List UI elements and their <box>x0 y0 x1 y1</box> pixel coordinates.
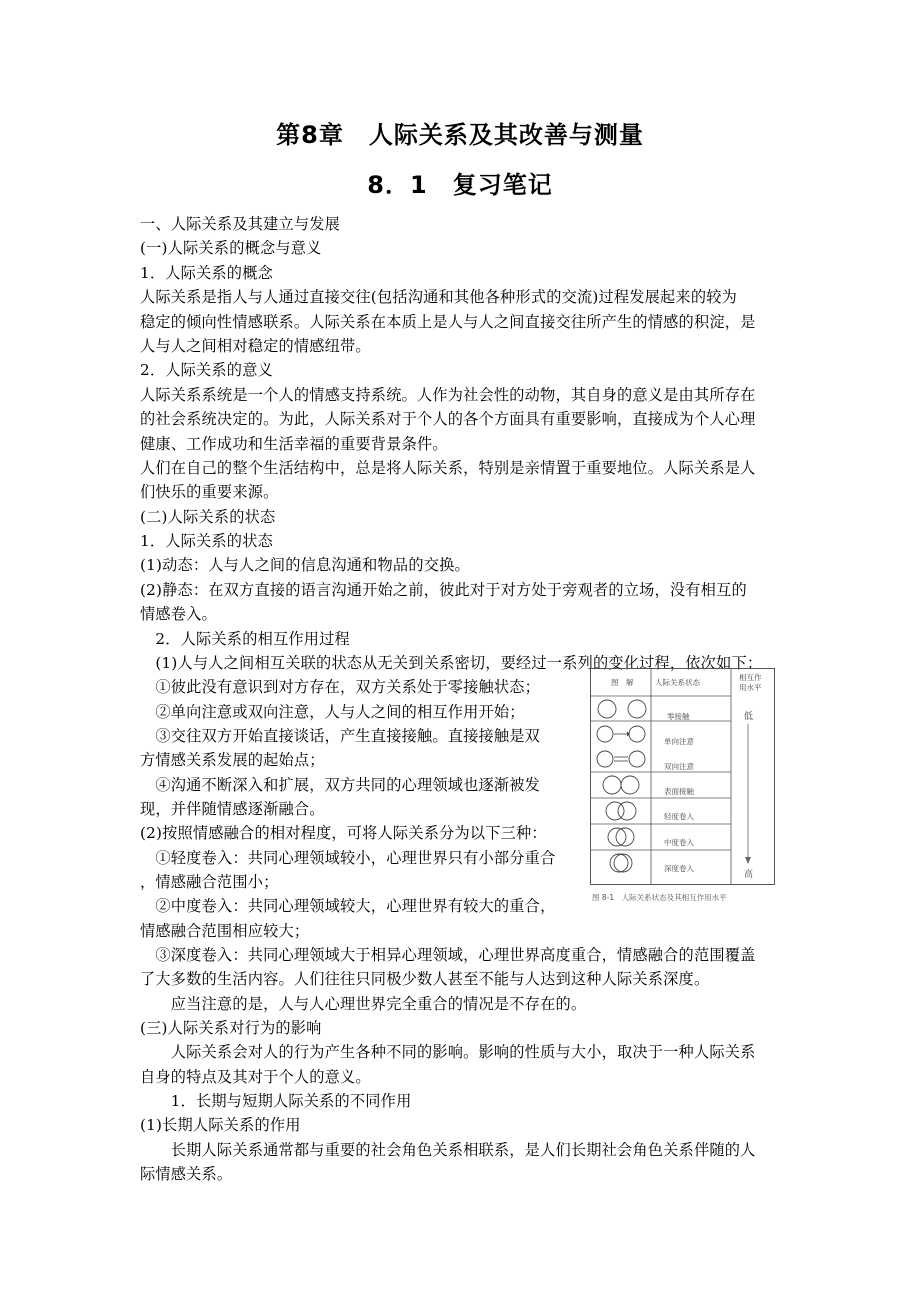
text-line: 1．人际关系的概念 <box>140 264 273 282</box>
figure-person-circle <box>606 802 624 820</box>
figure-person-circle <box>621 776 639 794</box>
text-line: (2)静态：在双方直接的语言沟通开始之前，彼此对于对方处于旁观者的立场，没有相互的 <box>140 581 747 599</box>
text-line: 2．人际关系的意义 <box>140 361 273 379</box>
figure-level-high: 高 <box>744 870 754 880</box>
figure-state-label: 单向注意 <box>664 737 694 746</box>
figure-level-arrowhead <box>745 857 751 864</box>
text-line: 人际关系是指人与人通过直接交往(包括沟通和其他各种形式的交流)过程发展起来的较为 <box>140 288 737 306</box>
figure-person-circle <box>603 776 621 794</box>
text-line: 自身的特点及其对于个人的意义。 <box>140 1068 371 1086</box>
figure-drawing <box>591 669 774 884</box>
text-line: (三)人际关系对行为的影响 <box>140 1019 322 1037</box>
text-line: ，情感融合范围小； <box>140 873 279 891</box>
text-line: 情感融合范围相应较大； <box>140 922 310 940</box>
figure-state-label: 轻度卷入 <box>664 812 694 821</box>
figure-header-level-2: 用水平 <box>739 683 762 692</box>
text-line: 应当注意的是，人与人心理世界完全重合的情况是不存在的。 <box>140 995 587 1013</box>
chapter-title: 第8章 人际关系及其改善与测量 <box>276 121 644 149</box>
text-line: 人们在自己的整个生活结构中，总是将人际关系，特别是亲情置于重要地位。人际关系是人 <box>140 459 756 477</box>
text-line: 1．长期与短期人际关系的不同作用 <box>140 1092 412 1110</box>
text-line: 方情感关系发展的起始点； <box>140 751 325 769</box>
text-line: ②单向注意或双向注意，人与人之间的相互作用开始； <box>140 703 525 721</box>
figure-table <box>590 668 775 885</box>
text-line: 了大多数的生活内容。人们往往只同极少数人甚至不能与人达到这种人际关系深度。 <box>140 970 710 988</box>
text-line: 人与人之间相对稳定的情感纽带。 <box>140 337 371 355</box>
text-line: 人际关系系统是一个人的情感支持系统。人作为社会性的动物，其自身的意义是由其所存在 <box>140 386 756 404</box>
text-line: ①彼此没有意识到对方存在，双方关系处于零接触状态； <box>140 678 541 696</box>
text-line: 人际关系会对人的行为产生各种不同的影响。影响的性质与大小，取决于一种人际关系 <box>140 1043 756 1061</box>
section-title: 8．1 复习笔记 <box>367 171 553 199</box>
text-line: ④沟通不断深入和扩展，双方共同的心理领域也逐渐被发 <box>140 776 541 794</box>
figure-level-low: 低 <box>744 712 754 722</box>
figure-state-label: 零接触 <box>667 712 690 721</box>
figure-caption: 图 8-1 人际关系状态及其相互作用水平 <box>592 893 727 902</box>
figure-person-circle <box>616 828 634 846</box>
text-line: (1)人与人之间相互关联的状态从无关到关系密切，要经过一系列的变化过程，依次如下： <box>140 654 763 672</box>
text-line: 2．人际关系的相互作用过程 <box>140 630 350 648</box>
text-line: 1．人际关系的状态 <box>140 532 273 550</box>
text-line: (二)人际关系的状态 <box>140 508 276 526</box>
text-line: ①轻度卷入：共同心理领域较小，心理世界只有小部分重合 <box>140 849 556 867</box>
figure-person-circle <box>597 726 613 742</box>
text-line: 们快乐的重要来源。 <box>140 483 279 501</box>
figure-state-label: 深度卷入 <box>664 864 694 873</box>
text-line: 情感卷入。 <box>140 605 217 623</box>
text-line: (2)按照情感融合的相对程度，可将人际关系分为以下三种： <box>140 824 547 842</box>
figure-person-circle <box>597 751 613 767</box>
figure-person-circle <box>629 726 645 742</box>
text-line: ③深度卷入：共同心理领域大于相异心理领域，心理世界高度重合，情感融合的范围覆盖 <box>140 946 756 964</box>
text-line: 健康、工作成功和生活幸福的重要背景条件。 <box>140 435 448 453</box>
text-line: 的社会系统决定的。为此，人际关系对于个人的各个方面具有重要影响，直接成为个人心理 <box>140 410 756 428</box>
text-line: 长期人际关系通常都与重要的社会角色关系相联系，是人们长期社会角色关系伴随的人 <box>140 1141 756 1159</box>
figure-person-circle <box>608 828 626 846</box>
figure-person-circle <box>628 700 646 718</box>
text-line: 际情感关系。 <box>140 1165 233 1183</box>
figure-person-circle <box>629 751 645 767</box>
figure-header-level-1: 相互作 <box>739 673 762 682</box>
figure-state-label: 中度卷入 <box>664 838 694 847</box>
figure-header-state: 人际关系状态 <box>655 678 700 687</box>
figure-header-diagram: 图 解 <box>611 678 634 687</box>
figure-person-circle <box>610 854 628 872</box>
text-line: 稳定的倾向性情感联系。人际关系在本质上是人与人之间直接交往所产生的情感的积淀，是 <box>140 313 756 331</box>
text-line: 一、人际关系及其建立与发展 <box>140 215 341 233</box>
text-line: ③交往双方开始直接谈话，产生直接接触。直接接触是双 <box>140 727 541 745</box>
text-line: (一)人际关系的概念与意义 <box>140 239 322 257</box>
figure-person-circle <box>618 802 636 820</box>
figure-state-label: 表面接触 <box>664 787 694 796</box>
figure-person-circle <box>598 700 616 718</box>
figure-state-label: 双向注意 <box>664 762 694 771</box>
figure-interaction-levels <box>588 668 788 906</box>
text-line: (1)长期人际关系的作用 <box>140 1116 301 1134</box>
figure-person-circle <box>614 854 632 872</box>
text-line: 现，并伴随情感逐渐融合。 <box>140 800 325 818</box>
text-line: (1)动态：人与人之间的信息沟通和物品的交换。 <box>140 556 470 574</box>
text-line: ②中度卷入：共同心理领域较大，心理世界有较大的重合， <box>140 897 556 915</box>
